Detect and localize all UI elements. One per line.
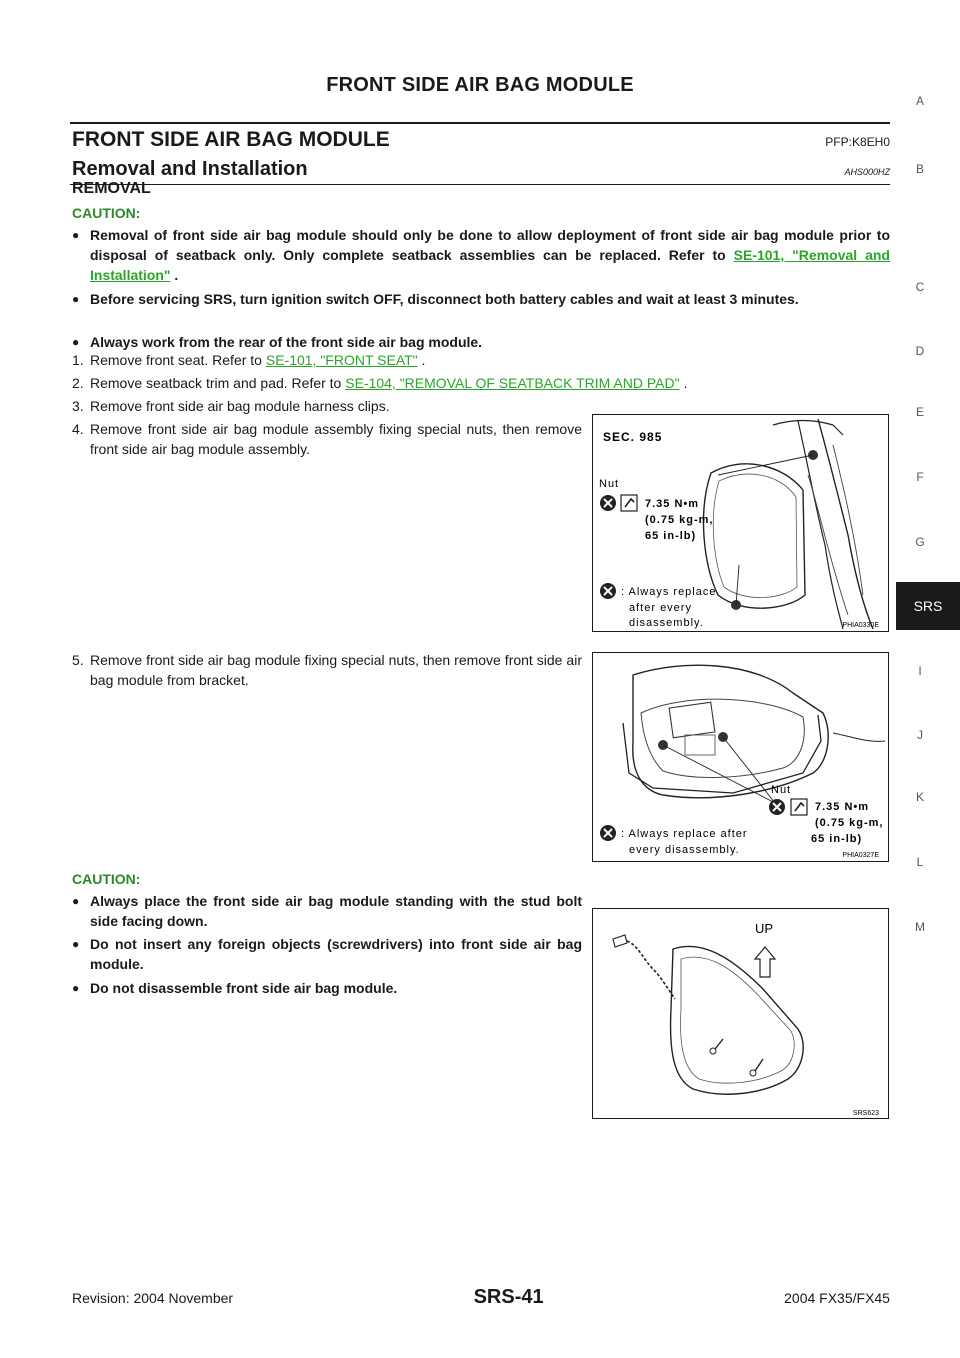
link-se101-front-seat[interactable]: SE-101, "FRONT SEAT" — [265, 352, 418, 368]
replace-icon — [600, 583, 616, 599]
replace-icon — [769, 799, 785, 815]
side-index-c[interactable]: C — [915, 280, 925, 294]
replace-icon — [600, 825, 616, 841]
side-index-a[interactable]: A — [915, 94, 924, 108]
figure1-replace-1: : Always replace — [621, 586, 717, 598]
footer-page-number: SRS-41 — [473, 1286, 544, 1308]
page-header-title: FRONT SIDE AIR BAG MODULE — [326, 74, 634, 96]
figure3-up-label: UP — [755, 921, 774, 936]
step-item: 1. Remove front seat. Refer to SE-101, "FRONT SEAT" . — [72, 352, 426, 368]
section-code: PFP:K8EH0 — [825, 135, 890, 149]
footer-revision: Revision: 2004 November — [72, 1290, 234, 1306]
figure-module-orientation — [592, 908, 889, 1119]
figure1-torque-3: 65 in-lb) — [645, 530, 697, 542]
figure2-replace-2: every disassembly. — [629, 844, 740, 856]
side-index-k[interactable]: K — [915, 790, 924, 804]
figure1-torque-2: (0.75 kg-m, — [645, 514, 714, 526]
caution-item: ● Always place the front side air bag module standing with the stud bolt side facing down. — [72, 893, 582, 929]
caution-item: ● Do not disassemble front side air bag module. — [72, 980, 398, 996]
figure-module-bracket — [592, 652, 889, 862]
caution-item: ● Before servicing SRS, turn ignition switch OFF, disconnect both battery cables and wait at least 3 minutes. — [72, 291, 799, 307]
bullet-icon: ● — [72, 894, 80, 908]
link-se101-removal[interactable]: SE-101, "Removal and Installation" — [90, 247, 890, 283]
figure1-nut-label: Nut — [599, 478, 620, 490]
figure1-replace-2: after every — [629, 602, 692, 614]
caution-label: CAUTION: — [72, 205, 141, 221]
page-footer — [72, 1286, 890, 1309]
section-title: FRONT SIDE AIR BAG MODULE — [72, 128, 390, 151]
figure2-torque-2: (0.75 kg-m, — [815, 817, 884, 829]
subsection-code: AHS000HZ — [844, 167, 890, 177]
caution-item: ● Always work from the rear of the front side air bag module. — [72, 334, 483, 350]
subsection-divider — [70, 184, 890, 185]
bullet-icon: ● — [72, 335, 80, 349]
removal-heading: REMOVAL — [72, 180, 151, 197]
side-index-l[interactable]: L — [916, 855, 924, 869]
side-index-b[interactable]: B — [915, 162, 924, 176]
side-index-srs-active[interactable]: SRS — [896, 582, 960, 630]
figure1-id: PHIA0330E — [842, 622, 879, 629]
step-item: 5. Remove front side air bag module fixing special nuts, then remove front side air bag module from bracket. — [72, 652, 582, 688]
figure2-torque-3: 65 in-lb) — [811, 833, 863, 845]
side-index-e[interactable]: E — [915, 405, 924, 419]
side-index-m[interactable]: M — [915, 920, 925, 934]
caution-item: ● Do not insert any foreign objects (screwdrivers) into front side air bag module. — [72, 936, 582, 972]
figure3-id: SRS623 — [852, 1110, 879, 1117]
caution-label-2: CAUTION: — [72, 871, 141, 887]
side-index-d[interactable]: D — [915, 344, 925, 358]
figure1-replace-3: disassembly. — [629, 617, 704, 629]
side-index-f[interactable]: F — [916, 470, 924, 484]
title-divider — [70, 122, 890, 124]
torque-icon — [621, 495, 637, 511]
link-se104-seatback[interactable]: SE-104, "REMOVAL OF SEATBACK TRIM AND PAD" — [345, 375, 680, 391]
figure1-torque-1: 7.35 N•m — [645, 498, 700, 510]
section-title-row — [72, 128, 890, 152]
bullet-icon: ● — [72, 228, 80, 242]
subsection-title: Removal and Installation — [72, 158, 308, 180]
side-index-i[interactable]: I — [918, 664, 922, 678]
bullet-icon: ● — [72, 292, 80, 306]
figure2-replace-1: : Always replace after — [621, 828, 748, 840]
caution-item: ● Removal of front side air bag module should only be done to allow deployment of front side air bag module prior to disposal of seatback only. Only complete seatback assemblies can be replaced. Refer to SE-101, "Removal and Installation" . — [72, 227, 890, 283]
footer-model: 2004 FX35/FX45 — [784, 1290, 890, 1306]
figure2-id: PHIA0327E — [842, 852, 879, 859]
subsection-title-row — [72, 158, 890, 181]
bullet-icon: ● — [72, 981, 80, 995]
figure1-sec: SEC. 985 — [603, 430, 663, 444]
replace-icon — [600, 495, 616, 511]
figure2-torque-1: 7.35 N•m — [815, 801, 870, 813]
figure-seatback-module — [592, 414, 889, 632]
step-item: 3. Remove front side air bag module harness clips. — [72, 398, 390, 414]
side-index-j[interactable]: J — [917, 728, 923, 742]
side-index-g[interactable]: G — [915, 535, 925, 549]
up-arrow-icon — [755, 947, 775, 977]
step-item: 4. Remove front side air bag module assembly fixing special nuts, then remove front side air bag module assembly. — [72, 421, 582, 457]
bullet-icon: ● — [72, 937, 80, 951]
torque-icon — [791, 799, 807, 815]
step-item: 2. Remove seatback trim and pad. Refer to SE-104, "REMOVAL OF SEATBACK TRIM AND PAD" . — [72, 375, 688, 391]
figure2-nut-label: Nut — [771, 784, 792, 796]
